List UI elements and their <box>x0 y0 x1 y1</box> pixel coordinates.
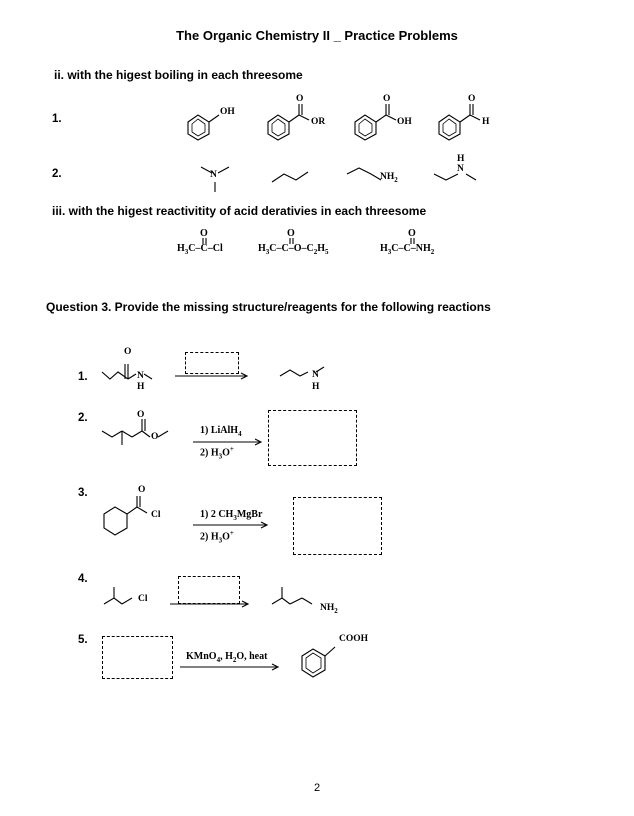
reaction1-product-chain <box>278 364 328 384</box>
double-bond <box>289 238 295 244</box>
section-ii-heading: ii. with the higest boiling in each threesome <box>54 68 303 82</box>
label-nh2: $NH_2$ <box>380 172 398 184</box>
section-iii-heading: iii. with the higest reactivitity of acid derativies in each threesome <box>52 204 427 218</box>
label-o: O <box>124 347 132 357</box>
label-n: N <box>312 370 319 380</box>
amide-label: $H_3C-C-NH_2$ <box>380 243 435 256</box>
label-cl: Cl <box>138 594 148 604</box>
label-n: N <box>210 170 217 180</box>
label-cooh: COOH <box>339 634 369 644</box>
carbonyl-o-label: O <box>200 228 208 239</box>
label-n: N <box>137 371 144 381</box>
label-cl: Cl <box>151 510 161 520</box>
reaction2-product-answer-box[interactable] <box>268 410 357 466</box>
label-nh2: $NH_2$ <box>320 603 338 615</box>
label-h: H <box>482 117 490 127</box>
reaction4-reagent-answer-box[interactable] <box>178 576 240 604</box>
acid-chloride-label: $H_3C-C-Cl$ <box>177 243 223 256</box>
page-number: 2 <box>313 782 321 794</box>
label-o: O <box>296 94 304 104</box>
reaction5-starting-material-answer-box[interactable] <box>102 636 173 679</box>
reaction3-number: 3. <box>78 487 88 499</box>
page-title: The Organic Chemistry II _ Practice Problems <box>176 28 458 43</box>
benzyl-alcohol-structure <box>185 100 245 140</box>
label-h: H <box>457 154 465 164</box>
reaction2-ester-structure <box>100 415 175 455</box>
double-bond <box>410 238 416 244</box>
carbonyl-o-label: O <box>287 228 295 239</box>
reaction2-reagent2: 2) $H_3O^+$ <box>200 445 234 461</box>
label-oh: OH <box>397 117 412 127</box>
question3-heading: Question 3. Provide the missing structure/reagents for the following reactions <box>46 300 491 314</box>
label-o: O <box>137 410 145 420</box>
reaction4-number: 4. <box>78 573 88 585</box>
label-h: H <box>137 382 145 392</box>
reaction5-arrow <box>180 664 285 670</box>
label-o: O <box>468 94 476 104</box>
q1-number: 1. <box>52 113 62 125</box>
reaction3-reagent1: 1) 2 $CH_3MgBr$ <box>200 509 263 522</box>
label-oh: OH <box>220 107 235 117</box>
reaction5-number: 5. <box>78 634 88 646</box>
double-bond <box>202 238 208 244</box>
label-o: O <box>138 485 146 495</box>
label-o: O <box>383 94 391 104</box>
ester-label: $H_3C-C-O-C_2H_5$ <box>258 243 329 256</box>
label-n: N <box>457 164 464 174</box>
label-o: O <box>151 432 159 442</box>
reaction1-arrow <box>175 373 255 379</box>
reaction2-reagent1: 1) LiAlH$_4$ <box>200 425 242 438</box>
butane-structure <box>270 166 320 186</box>
reaction3-arrow <box>193 522 273 528</box>
carbonyl-o-label: O <box>408 228 416 239</box>
reaction4-amine-structure <box>270 584 325 610</box>
q2-number: 2. <box>52 168 62 180</box>
label-or: OR <box>311 117 326 127</box>
label-h: H <box>312 382 320 392</box>
reaction1-amide-structure <box>100 352 155 392</box>
trimethylamine-structure <box>198 162 238 202</box>
propylamine-chain <box>345 164 385 184</box>
reaction3-product-answer-box[interactable] <box>293 497 382 555</box>
reaction3-reagent2: 2) $H_3O^+$ <box>200 529 234 545</box>
reaction1-reagent-answer-box[interactable] <box>185 352 239 374</box>
reaction4-arrow <box>170 601 255 607</box>
reaction1-number: 1. <box>78 371 88 383</box>
reaction5-reagent: KMnO$_4$, $H_2O$, heat <box>186 651 268 664</box>
reaction2-number: 2. <box>78 412 88 424</box>
reaction5-benzoic-acid-structure <box>298 638 348 684</box>
